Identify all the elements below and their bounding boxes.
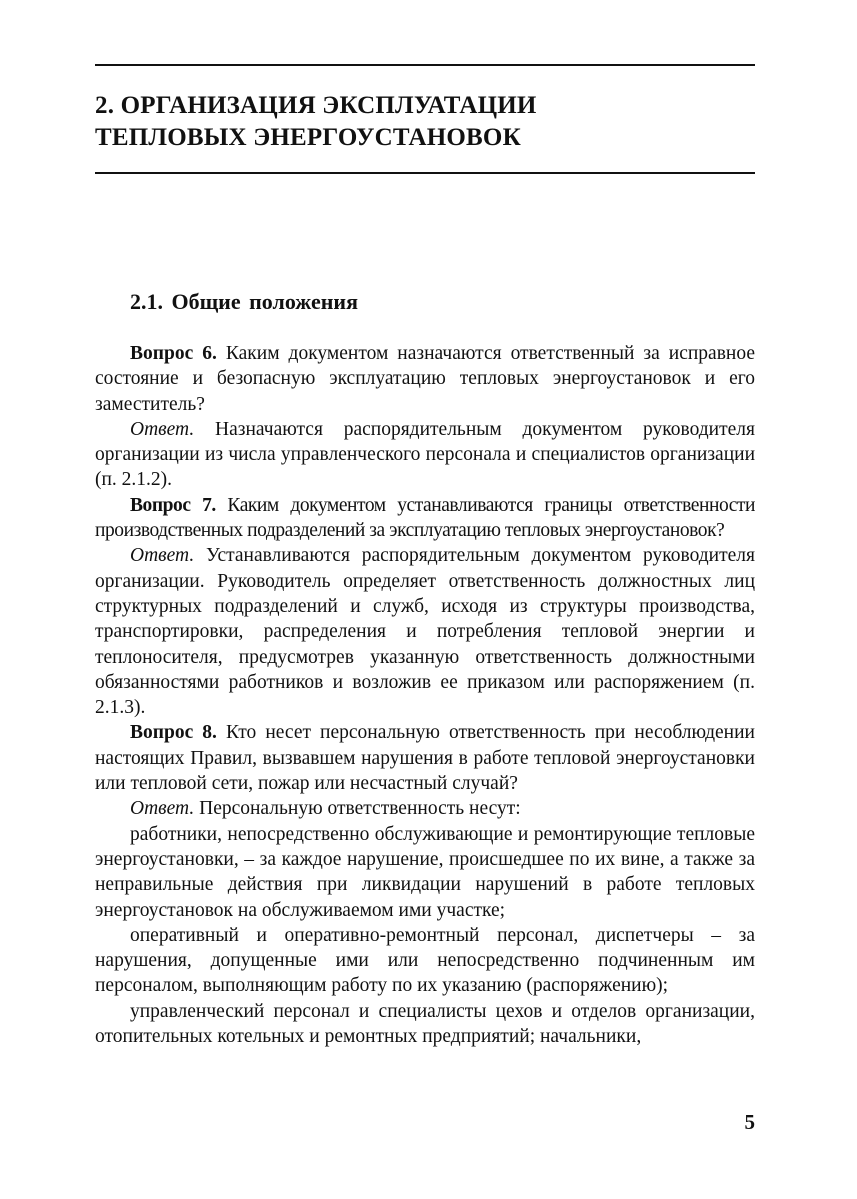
answer-text: Устанавливаются распорядительным документом руководителя организации. Руководитель определяет ответственность должностных лиц структурных подразделений и служб, исходя из структуры производства, транспортировки, распределения и потребления тепловой энергии и теплоносителя, предусмотрев указанную ответственность должностными обязанностями работников и возложив ее приказом или распоряжением (п. 2.1.3).	[95, 545, 755, 719]
responsibility-item-management: управленческий персонал и специалисты цехов и отделов организации, отопительных котельных и ремонтных предприятий; начальники,	[95, 1000, 755, 1048]
question-text: Каким документом устанавливаются границы ответственности производственных подразделений за эксплуатацию тепловых энергоустановок?	[95, 494, 755, 542]
answer-text: Персональную ответственность несут:	[194, 798, 521, 820]
question-6	[95, 341, 755, 417]
question-8	[95, 720, 755, 796]
body-text	[95, 341, 755, 1049]
question-label: Вопрос 6.	[130, 343, 217, 364]
answer-text: Назначаются распорядительным документом руководителя организации из числа управленческого персонала и специалистов организации (п. 2.1.2).	[95, 418, 755, 491]
chapter-top-rule	[95, 64, 755, 66]
question-label: Вопрос 7.	[130, 494, 216, 516]
section-title: 2.1. Общие положения	[130, 289, 358, 314]
question-7	[95, 493, 755, 544]
chapter-title-line-2: ТЕПЛОВЫХ ЭНЕРГОУСТАНОВОК	[95, 124, 521, 151]
answer-6	[95, 417, 755, 493]
responsibility-item-workers: работники, непосредственно обслуживающие и ремонтирующие тепловые энергоустановки, – за каждое нарушение, происшедшее по их вине, а также за неправильные действия при ликвидации нарушений в работе тепловых энергоустановок на обслуживаемом ими участке;	[95, 823, 755, 921]
responsibility-item-operative-staff: оперативный и оперативно-ремонтный персонал, диспетчеры – за нарушения, допущенные ими или непосредственно подчиненным им персоналом, выполняющим работу по их указанию (распоряжению);	[95, 924, 755, 997]
question-label: Вопрос 8.	[130, 722, 217, 744]
chapter-bottom-rule	[95, 172, 755, 174]
page-number: 5	[744, 1110, 755, 1134]
question-text: Кто несет персональную ответственность при несоблюдении настоящих Правил, вызвавшем нарушения в работе тепловой энергоустановки или тепловой сети, пожар или несчастный случай?	[95, 722, 755, 795]
chapter-title	[95, 90, 755, 154]
answer-label: Ответ.	[130, 798, 195, 820]
answer-8	[95, 796, 755, 821]
answer-label: Ответ.	[130, 545, 195, 567]
answer-7	[95, 543, 755, 720]
question-text: Каким документом назначаются ответственный за исправное состояние и безопасную эксплуатацию тепловых энергоустановок и его заместитель?	[95, 343, 755, 415]
answer-label: Ответ.	[130, 418, 195, 440]
chapter-title-line-1: 2. ОРГАНИЗАЦИЯ ЭКСПЛУАТАЦИИ	[95, 92, 537, 119]
